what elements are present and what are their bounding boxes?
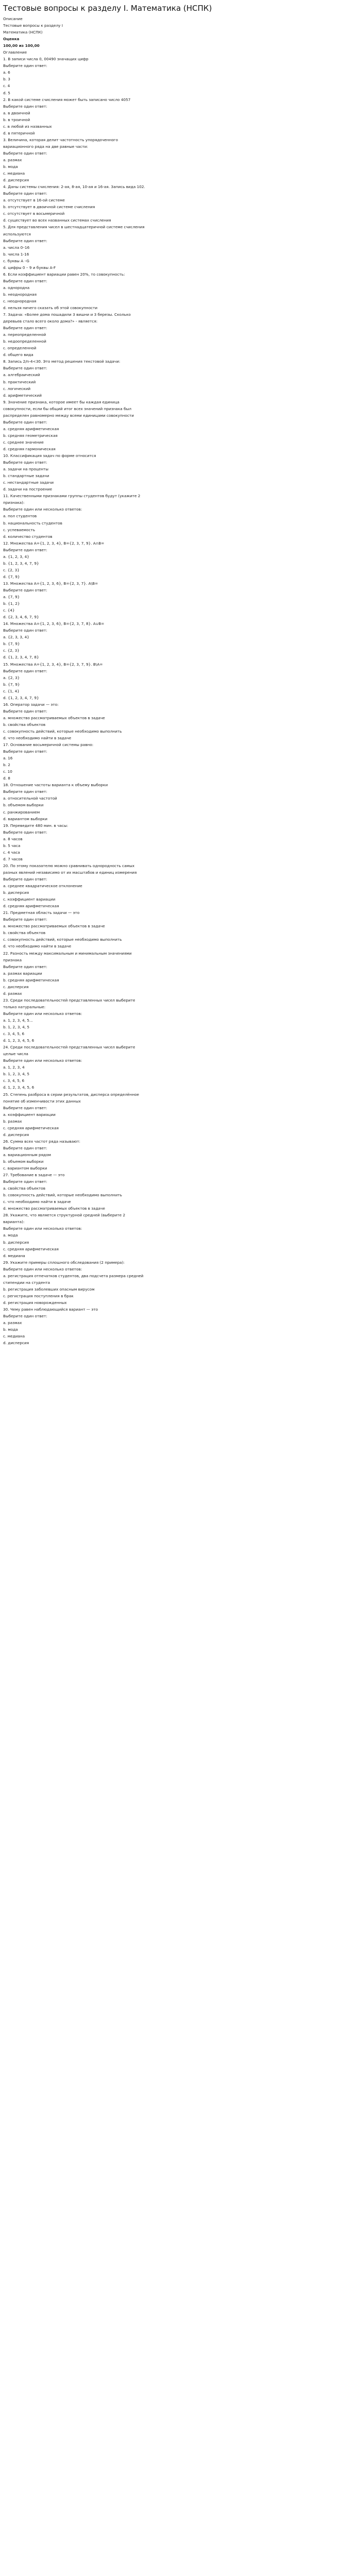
answer-option: d. {1, 2, 3, 4, 7, 9} (3, 695, 39, 700)
answer-option: d. медиана (3, 1253, 25, 1258)
score-value: 100,00 из 100,00 (3, 43, 40, 48)
question-text: 7. Задача: «Более дома пошадили 3 вишни и 3 березы. Сколько (3, 312, 131, 317)
answer-option: c. логический (3, 386, 31, 391)
score-label: Оценка (3, 37, 20, 42)
answer-option: c. регистрация поступления в брак (3, 1293, 74, 1298)
text-line: варианта): (3, 1219, 25, 1225)
instruction-text: Выберите один ответ: (3, 964, 47, 969)
instruction-text: Выберите один ответ: (3, 708, 47, 714)
answer-option: b. дисперсия (3, 890, 29, 895)
answer-option: c. нестандартные задачи (3, 480, 54, 485)
answer-option: d. дисперсия (3, 1132, 29, 1137)
instruction-text: Выберите один ответ: (3, 547, 47, 552)
answer-option: d. средняя арифметическая (3, 904, 59, 909)
answer-option: b. свойства объектов (3, 930, 46, 936)
answer-option: d. регистрация новорожденных (3, 1300, 67, 1305)
answer-option: c. определенной (3, 346, 37, 351)
question-text: 12. Множества A={1, 2, 3, 4}, B={2, 3, 7, 9}. A∩B= (3, 540, 105, 546)
answer-option: b. средняя арифметическая (3, 977, 59, 982)
question-text: 9. Значение признака, которое имеет бы каждая единица (3, 399, 119, 404)
answer-option: b. 2 (3, 762, 10, 768)
answer-option: b. {1, 2} (3, 601, 20, 606)
answer-option: d. арифметический (3, 393, 42, 398)
answer-option: b. в троичной (3, 117, 30, 122)
answer-option: a. размах (3, 1320, 22, 1326)
answer-option: c. {2, 3} (3, 567, 20, 572)
instruction-text: Выберите один или несколько ответов: (3, 1226, 82, 1231)
question-text: 24. Среди последовательностей представленных чисел выберите (3, 1045, 135, 1050)
instruction-text: Выберите один ответ: (3, 1179, 47, 1184)
answer-option: a. размах (3, 157, 22, 162)
description-label: Описание (3, 16, 23, 21)
answer-option: c. среднее значение (3, 439, 44, 445)
instruction-text: Выберите один или несколько ответов: (3, 1266, 82, 1272)
text-line: вариационного ряда на две равные части: (3, 144, 88, 149)
answer-option: a. 8 часов (3, 836, 23, 841)
answer-option: a. отсутствует в 16-ой системе (3, 198, 65, 203)
answer-option: d. 8 (3, 776, 10, 781)
instruction-text: Выберите один ответ: (3, 1314, 47, 1319)
instruction-text: Выберите один ответ: (3, 1105, 47, 1110)
answer-option: c. 4 часа (3, 850, 20, 855)
question-text: 21. Предметная область задачи — это (3, 910, 80, 916)
answer-option: b. стандартные задачи (3, 473, 49, 479)
question-text: 29. Укажите примеры сплошного обследования (2 примера): (3, 1260, 125, 1265)
instruction-text: Выберите один ответ: (3, 104, 47, 109)
answer-option: b. средняя геометрическая (3, 433, 58, 438)
answer-option: d. что необходимо найти в задаче (3, 736, 72, 741)
answer-option: c. {1, 4} (3, 688, 20, 693)
answer-option: a. 16 (3, 756, 13, 761)
answer-option: a. {7, 9} (3, 595, 20, 600)
question-text: 15. Множества A={1, 2, 3, 4}, B={2, 3, 7, 9}. B\A= (3, 662, 103, 667)
answer-option: c. 3, 4, 5, 6 (3, 1078, 25, 1083)
answer-option: d. задачи на построение (3, 487, 53, 492)
answer-option: b. недоопределенной (3, 339, 46, 344)
question-text: 8. Запись 2/n-4<30. Это метод решения текстовой задачи: (3, 359, 121, 364)
answer-option: c. ранжированием (3, 809, 40, 815)
answer-option: a. среднее квадратическое отклонение (3, 884, 82, 889)
question-text: 19. Переведите 480 мин. в часы: (3, 823, 68, 828)
text-line: используются (3, 231, 31, 236)
answer-option: c. 3, 4, 5, 6 (3, 1031, 25, 1037)
text-line: только натуральные: (3, 1004, 46, 1009)
instruction-text: Выберите один ответ: (3, 238, 47, 243)
question-text: 22. Разность между максимальным и минимальным значениями (3, 951, 132, 956)
answer-option: b. мода (3, 164, 18, 170)
text-line: совокупности, если бы общий итог всех значений признака был (3, 406, 132, 411)
answer-option: a. алгебраический (3, 372, 40, 378)
question-text: 14. Множества A={1, 2, 3, 6}, B={2, 3, 7, 8}. A∪B= (3, 621, 105, 626)
answer-option: a. свойства объектов (3, 1186, 46, 1191)
answer-option: d. 5 (3, 90, 10, 95)
instruction-text: Выберите один ответ: (3, 668, 47, 673)
instruction-text: Выберите один ответ: (3, 150, 47, 156)
answer-option: a. {1, 2, 3, 4} (3, 554, 29, 559)
answer-option: d. вариантом выборки (3, 816, 48, 821)
answer-option: b. дисперсия (3, 1240, 29, 1245)
answer-option: a. размах вариации (3, 971, 42, 976)
answer-option: b. 1, 2, 3, 4, 5 (3, 1072, 30, 1077)
answer-option: b. объемом выборки (3, 1159, 44, 1164)
answer-option: b. национальность студентов (3, 520, 62, 526)
text-line: понятие об изменчивости этих данных (3, 1098, 81, 1104)
question-text: 30. Чему равен наблюдающийся вариант — это (3, 1307, 98, 1312)
answer-option: b. 1, 2, 3, 4, 5 (3, 1025, 30, 1030)
answer-option: a. однородна (3, 285, 30, 290)
instruction-text: Выберите один ответ: (3, 749, 47, 754)
instruction-text: Выберите один ответ: (3, 917, 47, 922)
answer-option: d. {7, 9} (3, 574, 20, 579)
instruction-text: Выберите один ответ: (3, 460, 47, 465)
answer-option: c. совокупность действий, которые необходимо выполнить (3, 937, 122, 942)
answer-option: b. регистрация заболевших опасным вирусом (3, 1286, 95, 1292)
answer-option: a. {2, 3, 3, 4} (3, 635, 29, 640)
answer-option: a. средняя арифметическая (3, 426, 59, 431)
answer-option: a. {2, 3} (3, 675, 20, 680)
answer-option: b. мода (3, 1327, 18, 1332)
answer-option: d. средняя гармоническая (3, 447, 56, 451)
answer-option: d. 1, 2, 3, 4, 5, 6 (3, 1085, 35, 1090)
answer-option: c. совокупность действий, которые необходимо выполнить (3, 728, 122, 734)
answer-option: d. размах (3, 991, 22, 996)
answer-option: d. 7 часов (3, 856, 23, 861)
question-text: 18. Отношение частоты варианта к объему выборки (3, 783, 108, 788)
question-text: 11. Качественными признаками группы студентов будут (укажите 2 (3, 494, 141, 499)
answer-option: a. переопределенной (3, 332, 46, 337)
answer-option: d. в пятеричной (3, 130, 35, 135)
answer-option: a. задачи на проценты (3, 467, 49, 472)
instruction-text: Выберите один ответ: (3, 63, 47, 69)
question-text: 1. В записи числа 0, 00490 значащих цифр (3, 57, 89, 62)
question-text: 28. Укажите, что является структурной средней (выберите 2 (3, 1213, 126, 1218)
answer-option: d. существует во всех названных системах счисления (3, 218, 111, 223)
instruction-text: Выберите один ответ: (3, 587, 47, 592)
questions-header: Оглавление (3, 50, 27, 55)
answer-option: b. свойства объектов (3, 722, 46, 727)
answer-option: d. дисперсия (3, 178, 29, 183)
answer-option: d. 1, 2, 3, 4, 5, 6 (3, 1038, 35, 1043)
text-line: разных явлений независимо от их масштабов и единиц измерения (3, 870, 137, 875)
answer-option: d. {2, 3, 4, 6, 7, 9} (3, 615, 39, 620)
question-text: 16. Оператор задачи — это: (3, 702, 59, 707)
answer-option: a. вариационным рядом (3, 1152, 51, 1157)
instruction-text: Выберите один ответ: (3, 191, 47, 196)
text-line: признака (3, 957, 22, 962)
answer-option: b. 5 часа (3, 843, 21, 848)
question-text: 13. Множества A={1, 2, 3, 6}, B={2, 3, 7}. A\B= (3, 581, 98, 586)
answer-option: c. неоднородная (3, 298, 37, 303)
question-text: 20. По этому показателю можно сравнивать однородность самых (3, 863, 135, 868)
instruction-text: Выберите один ответ: (3, 278, 47, 283)
answer-option: c. коэффициент вариации (3, 897, 56, 902)
answer-option: d. общего вида (3, 352, 33, 358)
question-text: 17. Основание восьмеричной системы равно: (3, 742, 94, 748)
answer-option: c. 4 (3, 83, 10, 89)
question-text: 10. Классификация задач по форме относится (3, 453, 96, 459)
answer-option: d. количество студентов (3, 534, 53, 539)
answer-option: d. дисперсия (3, 1341, 29, 1346)
subject-title: Математика (НСПК) (3, 30, 43, 35)
answer-option: c. медиана (3, 171, 25, 176)
answer-option: a. в двоичной (3, 110, 30, 115)
answer-option: a. мода (3, 1233, 18, 1238)
answer-option: c. средняя арифметическая (3, 1125, 59, 1130)
question-text: 27. Требование в задаче — это (3, 1173, 65, 1178)
instruction-text: Выберите один ответ: (3, 628, 47, 633)
text-line: стипендии на студента (3, 1280, 50, 1285)
answer-option: a. относительной частотой (3, 796, 57, 801)
answer-option: d. нельзя ничего сказать об этой совокупности (3, 306, 98, 311)
instruction-text: Выберите один ответ: (3, 789, 47, 794)
answer-option: b. {7, 9} (3, 641, 20, 647)
question-text: 23. Среди последовательностей представленных чисел выберите (3, 997, 135, 1003)
answer-option: b. {1, 2, 3, 4, 7, 9} (3, 561, 39, 566)
answer-option: a. 1, 2, 3, 4, 5... (3, 1018, 33, 1023)
answer-option: b. числа 1-16 (3, 251, 29, 257)
instruction-text: Выберите один ответ: (3, 877, 47, 882)
answer-option: b. отсутствует в двоичной системе счисления (3, 205, 95, 210)
instruction-text: Выберите один ответ: (3, 326, 47, 331)
instruction-text: Выберите один или несколько ответов: (3, 507, 82, 512)
answer-option: c. в любой из названных (3, 124, 52, 129)
text-line: деревьев стало всего около дома?» - является: (3, 319, 98, 324)
answer-option: d. цифры 0 – 9 и буквы A-F (3, 265, 56, 270)
instruction-text: Выберите один или несколько ответов: (3, 1011, 82, 1016)
answer-option: c. средняя арифметическая (3, 1246, 59, 1251)
answer-option: b. объемом выборки (3, 803, 44, 808)
answer-option: b. 3 (3, 77, 10, 82)
question-text: 5. Для представления чисел в шестнадцатеричной системе счисления (3, 225, 145, 230)
text-line: распределен равномерно между всеми единицами совокупности (3, 413, 134, 418)
question-text: 26. Сумма всех частот ряда называют: (3, 1139, 81, 1144)
answer-option: d. {1, 2, 3, 4, 7, 8} (3, 655, 39, 660)
text-line: целые числа (3, 1052, 28, 1057)
answer-option: b. совокупность действий, которые необходимо выполнить (3, 1193, 122, 1198)
question-list (3, 56, 358, 1346)
answer-option: a. коэффициент вариации (3, 1112, 56, 1117)
answer-option: a. 6 (3, 70, 10, 75)
answer-option: a. регистрация отпечатков студентов, два подсчета размера средней (3, 1273, 144, 1278)
instruction-text: Выберите один ответ: (3, 1145, 47, 1150)
answer-option: d. что необходимо найти в задаче (3, 944, 72, 949)
answer-option: a. 1, 2, 3, 4 (3, 1065, 25, 1070)
answer-option: c. {2, 3} (3, 648, 20, 653)
instruction-text: Выберите один ответ: (3, 366, 47, 371)
answer-option: b. практический (3, 379, 36, 384)
answer-option: c. вариантом выборки (3, 1166, 47, 1171)
answer-option: c. буквы A –G (3, 258, 29, 263)
answer-option: b. неоднородная (3, 292, 37, 297)
answer-option: c. отсутствует в восьмеричной (3, 211, 65, 216)
answer-option: a. множество рассматриваемых объектов в задаче (3, 924, 105, 929)
answer-option: a. множество рассматриваемых объектов в задаче (3, 715, 105, 720)
answer-option: d. множество рассматриваемых объектов в задаче (3, 1206, 105, 1211)
answer-option: c. 10 (3, 769, 12, 774)
text-line: признака): (3, 500, 25, 505)
answer-option: c. медиана (3, 1334, 25, 1339)
instruction-text: Выберите один ответ: (3, 419, 47, 425)
answer-option: c. {4} (3, 608, 15, 613)
answer-option: c. успеваемость (3, 527, 36, 532)
question-text: 25. Степень разброса в серии результатов, дисперса определённое (3, 1092, 140, 1097)
answer-option: a. числа 0–16 (3, 245, 30, 250)
instruction-text: Выберите один или несколько ответов: (3, 1058, 82, 1063)
answer-option: c. что необходимо найти в задаче (3, 1199, 71, 1205)
instruction-text: Выберите один ответ: (3, 829, 47, 835)
answer-option: c. дисперсия (3, 984, 29, 989)
answer-option: b. размах (3, 1118, 22, 1124)
question-text: 3. Величина, которая делит частотность упорядоченного (3, 137, 118, 142)
answer-option: a. пол студентов (3, 514, 37, 519)
question-text: 4. Даны системы счисления: 2-ая, 8-ая, 10-ая и 16-ая. Запись вида 102. (3, 184, 145, 190)
question-text: 6. Если коэффициент вариации равен 20%, то совокупность: (3, 272, 125, 277)
section-title: Тестовые вопросы к разделу I (3, 23, 63, 28)
question-text: 2. В какой системе счисления может быть записано число 4057 (3, 97, 131, 102)
page-title: Тестовые вопросы к разделу I. Математика (НСПК) (3, 4, 212, 13)
answer-option: b. {7, 9} (3, 682, 20, 687)
